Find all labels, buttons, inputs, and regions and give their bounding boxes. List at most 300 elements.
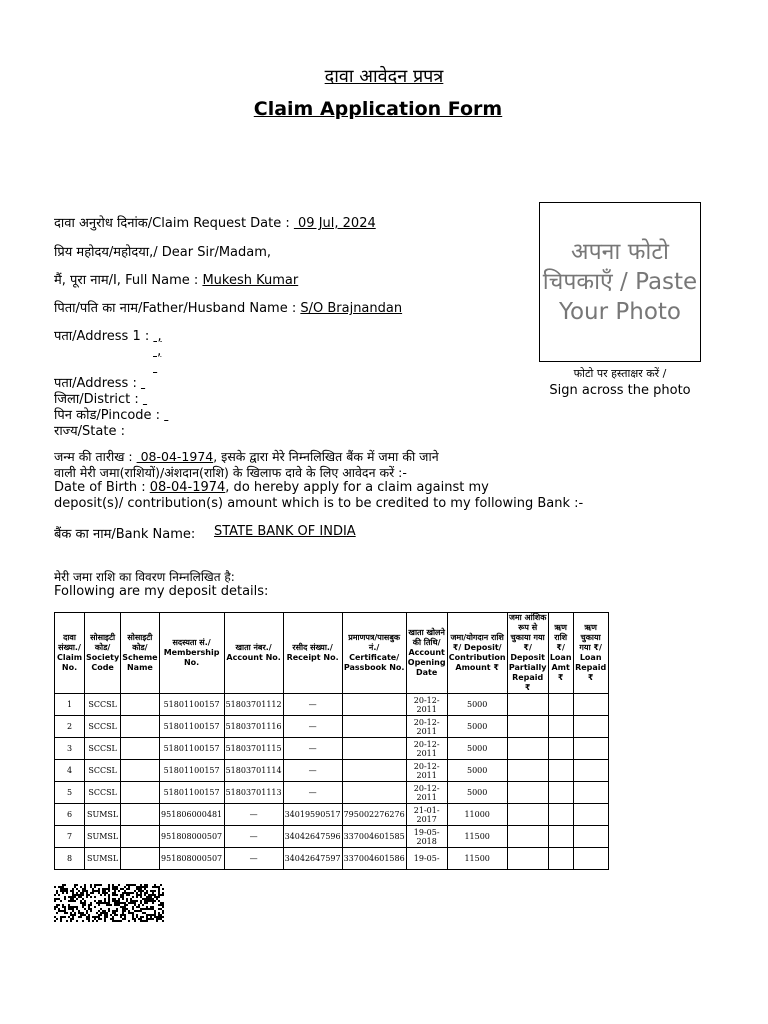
table-cell: 51801100157 — [159, 716, 224, 738]
barcode-module — [122, 894, 124, 896]
barcode-module — [162, 912, 164, 914]
barcode-module — [72, 894, 74, 896]
table-cell: 51801100157 — [159, 782, 224, 804]
barcode-module — [96, 920, 98, 922]
barcode-module — [150, 908, 152, 910]
barcode-module — [124, 886, 126, 888]
table-cell — [548, 694, 573, 716]
barcode-module — [62, 886, 64, 888]
barcode-module — [162, 906, 164, 908]
barcode-module — [64, 908, 66, 910]
barcode-module — [54, 894, 56, 896]
barcode-module — [132, 884, 134, 886]
photo-box-text: अपना फोटो चिपकाएँ / Paste Your Photo — [542, 239, 698, 325]
barcode-module — [54, 906, 56, 908]
table-cell — [342, 738, 406, 760]
barcode-module — [66, 888, 68, 890]
barcode-module — [150, 914, 152, 916]
barcode-module — [112, 886, 114, 888]
barcode-module — [158, 908, 160, 910]
table-cell: 4 — [55, 760, 85, 782]
barcode-module — [124, 890, 126, 892]
address1-line3-row — [153, 360, 157, 375]
barcode-module — [108, 886, 110, 888]
table-cell: 51801100157 — [159, 760, 224, 782]
barcode-module — [98, 916, 100, 918]
barcode-module — [96, 902, 98, 904]
barcode-module — [154, 910, 156, 912]
barcode-module — [130, 912, 132, 914]
barcode-module — [80, 916, 82, 918]
barcode-module — [136, 892, 138, 894]
barcode-module — [104, 892, 106, 894]
barcode-module — [70, 908, 72, 910]
table-cell — [507, 826, 548, 848]
barcode-module — [56, 906, 58, 908]
barcode-module — [70, 914, 72, 916]
barcode-module — [152, 894, 154, 896]
barcode-module — [126, 884, 128, 886]
barcode-module — [162, 892, 164, 894]
table-row — [55, 782, 609, 804]
barcode-module — [82, 902, 84, 904]
header-partially-repaid: जमा आंशिक रूप से चुकाया गया ₹/ Deposit Partially Repaid ₹ — [508, 613, 547, 692]
barcode-module — [140, 918, 142, 920]
barcode-module — [136, 886, 138, 888]
barcode-module — [162, 888, 164, 890]
table-cell — [573, 826, 608, 848]
barcode-module — [64, 906, 66, 908]
table-cell: — — [283, 716, 342, 738]
table-cell — [507, 738, 548, 760]
father-name-row — [54, 298, 402, 316]
barcode-module — [136, 916, 138, 918]
barcode-module — [140, 902, 142, 904]
barcode-module — [96, 890, 98, 892]
father-name-value: S/O Brajnandan — [300, 301, 403, 316]
barcode-module — [84, 902, 86, 904]
barcode-module — [78, 896, 80, 898]
barcode-module — [158, 916, 160, 918]
barcode-module — [136, 906, 138, 908]
barcode-module — [146, 890, 148, 892]
bank-name-value: STATE BANK OF INDIA — [214, 524, 356, 539]
barcode-module — [116, 902, 118, 904]
barcode-module — [162, 910, 164, 912]
dob-english-line2: deposit(s)/ contribution(s) amount which is to be credited to my following Bank :- — [54, 496, 584, 511]
barcode-module — [120, 894, 122, 896]
barcode-module — [120, 906, 122, 908]
barcode-module — [88, 916, 90, 918]
barcode-module — [82, 898, 84, 900]
barcode-module — [90, 902, 92, 904]
table-cell: 2 — [55, 716, 85, 738]
barcode-module — [72, 908, 74, 910]
barcode-module — [98, 914, 100, 916]
header-certificate-no: प्रमाणपत्र/पासबुक नं./ Certificate/ Passbook No. — [342, 613, 406, 694]
barcode-module — [88, 914, 90, 916]
form-title-hindi: दावा आवेदन प्रपत्र — [324, 66, 444, 87]
barcode-module — [142, 886, 144, 888]
barcode-module — [72, 918, 74, 920]
barcode-module — [80, 896, 82, 898]
barcode-module — [150, 890, 152, 892]
dob-hindi-suffix: , इसके द्वारा मेरे निम्नलिखित बैंक में जमा की जाने — [213, 449, 439, 464]
barcode-module — [56, 912, 58, 914]
barcode-module — [70, 918, 72, 920]
barcode-module — [102, 902, 104, 904]
barcode-module — [104, 912, 106, 914]
table-cell: — — [283, 782, 342, 804]
barcode-module — [146, 884, 148, 886]
pincode-value — [164, 408, 168, 423]
barcode-module — [100, 908, 102, 910]
barcode-module — [58, 908, 60, 910]
barcode-module — [140, 896, 142, 898]
barcode-module — [56, 904, 58, 906]
table-cell — [573, 738, 608, 760]
barcode-module — [156, 898, 158, 900]
barcode-module — [106, 904, 108, 906]
barcode-module — [88, 906, 90, 908]
header-receipt-no: रसीद संख्या./ Receipt No. — [283, 613, 342, 694]
claim-request-date-label: दावा अनुरोध दिनांक/Claim Request Date : — [54, 216, 294, 231]
barcode-module — [112, 900, 114, 902]
barcode-module — [140, 894, 142, 896]
barcode-module — [154, 890, 156, 892]
table-cell: 34019590517 — [283, 804, 342, 826]
barcode-module — [94, 884, 96, 886]
barcode-module — [82, 904, 84, 906]
barcode-module — [98, 892, 100, 894]
barcode-module — [114, 898, 116, 900]
table-cell: — — [283, 738, 342, 760]
barcode-module — [108, 888, 110, 890]
barcode-module — [158, 886, 160, 888]
barcode-module — [56, 892, 58, 894]
barcode-module — [128, 902, 130, 904]
barcode-module — [106, 916, 108, 918]
table-cell — [507, 782, 548, 804]
barcode-module — [154, 900, 156, 902]
barcode-module — [116, 908, 118, 910]
barcode-module — [68, 896, 70, 898]
barcode-module — [76, 906, 78, 908]
table-cell: SCCSL — [85, 738, 121, 760]
barcode-module — [68, 908, 70, 910]
address1-line2: , — [153, 344, 162, 359]
barcode-module — [120, 914, 122, 916]
barcode-module — [86, 890, 88, 892]
deposit-details-table — [54, 612, 609, 870]
barcode-module — [150, 898, 152, 900]
barcode-module — [98, 902, 100, 904]
barcode-module — [114, 886, 116, 888]
barcode-module — [152, 908, 154, 910]
barcode-module — [76, 898, 78, 900]
table-cell — [573, 760, 608, 782]
barcode-module — [144, 886, 146, 888]
barcode-module — [96, 884, 98, 886]
barcode-module — [160, 914, 162, 916]
table-cell: 19-05-2018 — [406, 826, 447, 848]
barcode-module — [76, 894, 78, 896]
barcode-module — [128, 886, 130, 888]
barcode-module — [94, 918, 96, 920]
barcode-module — [144, 902, 146, 904]
barcode-module — [74, 914, 76, 916]
barcode-module — [118, 902, 120, 904]
barcode-module — [84, 908, 86, 910]
barcode-module — [74, 906, 76, 908]
barcode-module — [58, 904, 60, 906]
barcode-module — [114, 904, 116, 906]
table-cell — [342, 782, 406, 804]
barcode-module — [114, 894, 116, 896]
barcode-module — [76, 892, 78, 894]
barcode-module — [86, 918, 88, 920]
barcode-module — [152, 902, 154, 904]
barcode-module — [146, 902, 148, 904]
barcode-module — [70, 920, 72, 922]
barcode-module — [142, 908, 144, 910]
claim-request-date-value: 09 Jul, 2024 — [293, 216, 376, 231]
barcode-module — [74, 900, 76, 902]
barcode-module — [66, 920, 68, 922]
header-scheme-name: सोसाइटी कोड/ Scheme Name — [121, 613, 159, 694]
table-cell: 20-12-2011 — [406, 782, 447, 804]
barcode-module — [140, 916, 142, 918]
barcode-module — [122, 888, 124, 890]
barcode-module — [60, 886, 62, 888]
dob-hindi-line2: वाली मेरी जमा(राशियों)/अंशदान(राशि) के खिलाफ दावे के लिए आवेदन करें :- — [54, 465, 407, 480]
table-cell — [507, 760, 548, 782]
barcode-module — [116, 888, 118, 890]
barcode-module — [132, 908, 134, 910]
barcode-module — [116, 900, 118, 902]
table-cell: — — [283, 694, 342, 716]
table-cell — [573, 848, 608, 870]
dob-english-prefix: Date of Birth : — [54, 480, 150, 495]
barcode-module — [108, 902, 110, 904]
barcode-module — [158, 900, 160, 902]
barcode-module — [118, 898, 120, 900]
table-cell: SCCSL — [85, 716, 121, 738]
barcode-module — [150, 916, 152, 918]
barcode-module — [118, 900, 120, 902]
barcode-module — [112, 892, 114, 894]
barcode-module — [86, 916, 88, 918]
barcode-module — [106, 892, 108, 894]
barcode-module — [114, 902, 116, 904]
barcode-module — [100, 902, 102, 904]
barcode-module — [148, 908, 150, 910]
barcode-module — [104, 914, 106, 916]
barcode-module — [72, 890, 74, 892]
barcode-module — [126, 898, 128, 900]
full-name-row — [54, 270, 298, 288]
barcode-module — [56, 898, 58, 900]
barcode-module — [106, 912, 108, 914]
table-cell: — — [224, 848, 283, 870]
barcode-module — [134, 920, 136, 922]
barcode-module — [134, 890, 136, 892]
barcode-module — [134, 918, 136, 920]
barcode-module — [132, 896, 134, 898]
barcode-module — [76, 884, 78, 886]
barcode-module — [90, 910, 92, 912]
barcode-module — [100, 918, 102, 920]
barcode-module — [146, 892, 148, 894]
barcode-module — [112, 910, 114, 912]
barcode-module — [124, 916, 126, 918]
barcode-module — [118, 920, 120, 922]
barcode-module — [90, 884, 92, 886]
barcode-module — [60, 920, 62, 922]
barcode-module — [100, 900, 102, 902]
barcode-module — [158, 912, 160, 914]
table-header-row — [55, 613, 609, 694]
table-cell — [121, 694, 159, 716]
bank-name-row — [54, 524, 356, 542]
barcode-module — [86, 912, 88, 914]
barcode-module — [88, 908, 90, 910]
table-cell: SCCSL — [85, 760, 121, 782]
barcode-module — [62, 888, 64, 890]
table-cell: 3 — [55, 738, 85, 760]
barcode-module — [120, 896, 122, 898]
table-cell — [342, 760, 406, 782]
barcode-module — [146, 914, 148, 916]
address1-label: पता/Address 1 : — [54, 329, 154, 344]
barcode-module — [112, 894, 114, 896]
barcode-module — [138, 890, 140, 892]
table-cell: 51803701113 — [224, 782, 283, 804]
barcode-module — [98, 888, 100, 890]
barcode-module — [110, 914, 112, 916]
district-label: जिला/District : — [54, 392, 143, 407]
barcode-module — [70, 906, 72, 908]
table-cell — [121, 760, 159, 782]
barcode-module — [92, 892, 94, 894]
table-cell — [548, 848, 573, 870]
barcode-module — [94, 916, 96, 918]
barcode-module — [122, 898, 124, 900]
barcode-module — [140, 888, 142, 890]
barcode-module — [144, 912, 146, 914]
photo-placeholder — [539, 202, 701, 362]
dob-hindi-prefix: जन्म की तारीख : — [54, 449, 137, 464]
table-cell: 34042647597 — [283, 848, 342, 870]
sign-instruction-hindi: फोटो पर हस्ताक्षर करें / — [573, 367, 667, 380]
barcode-module — [160, 904, 162, 906]
barcode-module — [114, 890, 116, 892]
barcode-module — [62, 910, 64, 912]
barcode-module — [64, 888, 66, 890]
barcode-module — [136, 914, 138, 916]
barcode-module — [68, 900, 70, 902]
table-cell: 51803701115 — [224, 738, 283, 760]
barcode-module — [132, 902, 134, 904]
barcode-module — [98, 910, 100, 912]
barcode-module — [152, 886, 154, 888]
barcode-module — [102, 890, 104, 892]
table-cell: 951806000481 — [159, 804, 224, 826]
barcode-module — [156, 896, 158, 898]
barcode-module — [162, 916, 164, 918]
barcode-module — [98, 890, 100, 892]
barcode-module — [114, 914, 116, 916]
barcode-module — [110, 904, 112, 906]
barcode-module — [140, 900, 142, 902]
barcode-module — [146, 908, 148, 910]
barcode-module — [66, 892, 68, 894]
barcode-module — [122, 914, 124, 916]
address1-line1: , — [153, 329, 162, 344]
barcode-module — [64, 898, 66, 900]
barcode-module — [162, 902, 164, 904]
barcode-module — [108, 898, 110, 900]
barcode-module — [108, 900, 110, 902]
table-cell — [121, 826, 159, 848]
barcode-module — [100, 884, 102, 886]
barcode-module — [144, 898, 146, 900]
barcode-module — [154, 894, 156, 896]
barcode-module — [104, 888, 106, 890]
full-name-value: Mukesh Kumar — [202, 273, 299, 288]
barcode-module — [128, 892, 130, 894]
barcode-module — [104, 920, 106, 922]
barcode-module — [108, 908, 110, 910]
barcode-module — [84, 890, 86, 892]
barcode-module — [72, 900, 74, 902]
table-cell: 337004601586 — [342, 848, 406, 870]
barcode-module — [82, 890, 84, 892]
barcode-module — [54, 886, 56, 888]
barcode-module — [138, 886, 140, 888]
table-cell: 51803701112 — [224, 694, 283, 716]
barcode-module — [84, 888, 86, 890]
barcode-module — [84, 900, 86, 902]
barcode-module — [112, 920, 114, 922]
barcode-module — [110, 918, 112, 920]
barcode-module — [124, 918, 126, 920]
barcode-module — [122, 918, 124, 920]
barcode-module — [140, 890, 142, 892]
barcode-module — [82, 906, 84, 908]
barcode-module — [60, 890, 62, 892]
dob-hindi-value: 08-04-1974 — [136, 449, 214, 464]
barcode-module — [88, 918, 90, 920]
barcode-module — [64, 916, 66, 918]
barcode-module — [98, 918, 100, 920]
header-loan-amt: ऋण राशि ₹/ Loan Amt ₹ — [548, 613, 573, 694]
barcode-module — [98, 884, 100, 886]
barcode-module — [118, 884, 120, 886]
barcode-module — [82, 894, 84, 896]
barcode-module — [160, 908, 162, 910]
table-cell — [121, 782, 159, 804]
barcode-module — [76, 920, 78, 922]
barcode-module — [72, 906, 74, 908]
barcode-module — [124, 892, 126, 894]
barcode-module — [120, 920, 122, 922]
barcode-module — [62, 884, 64, 886]
barcode-module — [154, 916, 156, 918]
barcode-module — [78, 890, 80, 892]
barcode-module — [60, 900, 62, 902]
table-cell: 51801100157 — [159, 694, 224, 716]
